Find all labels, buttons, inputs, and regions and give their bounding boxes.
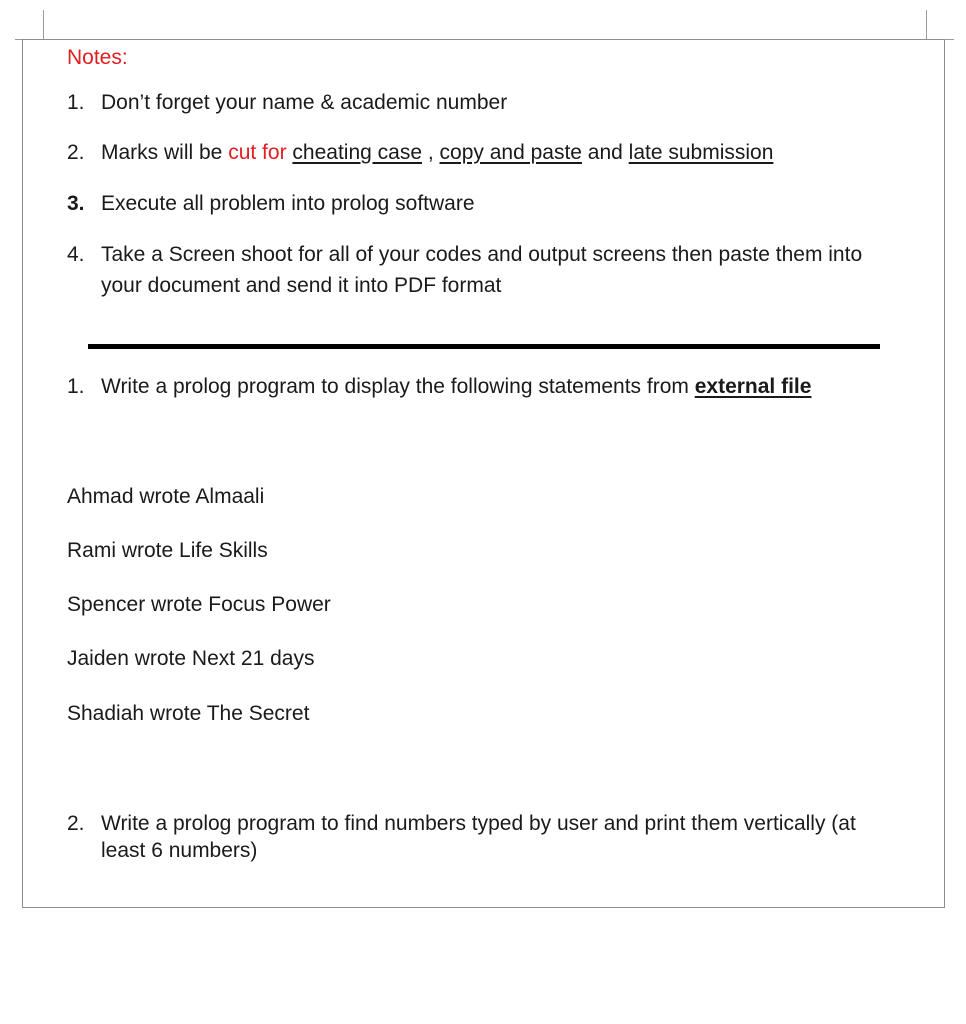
question-text-line-1: Write a prolog program to find numbers typed by user and print them vertically (at xyxy=(101,812,856,835)
notes-title: Notes: xyxy=(67,46,128,69)
question-number: 2. xyxy=(67,812,85,835)
question-text-main: Write a prolog program to display the following statements from xyxy=(101,375,695,398)
statement-line: Shadiah wrote The Secret xyxy=(67,702,310,725)
question-text xyxy=(101,371,811,402)
note-text-separator: , xyxy=(422,141,440,164)
corner-mark-left xyxy=(43,10,44,39)
note-text-underline-cheating: cheating case xyxy=(292,141,422,164)
statement-line: Ahmad wrote Almaali xyxy=(67,485,265,508)
note-item-4 xyxy=(67,239,937,301)
statement-line: Spencer wrote Focus Power xyxy=(67,593,331,616)
note-number: 1. xyxy=(67,91,85,114)
note-text: Execute all problem into prolog software xyxy=(101,192,475,215)
question-2 xyxy=(67,810,927,866)
note-text-prefix: Marks will be xyxy=(101,141,229,164)
note-item-2 xyxy=(67,137,927,168)
content-border-box xyxy=(22,39,945,908)
statement-line: Rami wrote Life Skills xyxy=(67,539,268,562)
note-text-underline-copy: copy and paste xyxy=(439,141,582,164)
note-text-line-1: Take a Screen shoot for all of your codes and output screens then paste them into xyxy=(101,243,863,266)
statement-line: Jaiden wrote Next 21 days xyxy=(67,647,315,670)
note-item-3 xyxy=(67,188,927,219)
note-text xyxy=(101,137,773,168)
note-text-underline-late: late submission xyxy=(628,141,774,164)
note-number: 2. xyxy=(67,141,85,164)
note-text-red: cut for xyxy=(228,141,287,164)
note-text-separator: and xyxy=(581,141,629,164)
note-item-1 xyxy=(67,87,927,118)
question-text-emphasis: external file xyxy=(694,375,812,398)
note-text: Don’t forget your name & academic number xyxy=(101,91,508,114)
question-text-line-2: least 6 numbers) xyxy=(101,839,258,862)
note-text-line-2: your document and send it into PDF format xyxy=(101,274,502,297)
question-1 xyxy=(67,371,927,402)
corner-mark-right xyxy=(926,10,927,39)
section-divider xyxy=(88,344,880,349)
note-number: 3. xyxy=(67,192,85,215)
note-number: 4. xyxy=(67,243,85,266)
question-number: 1. xyxy=(67,375,85,398)
